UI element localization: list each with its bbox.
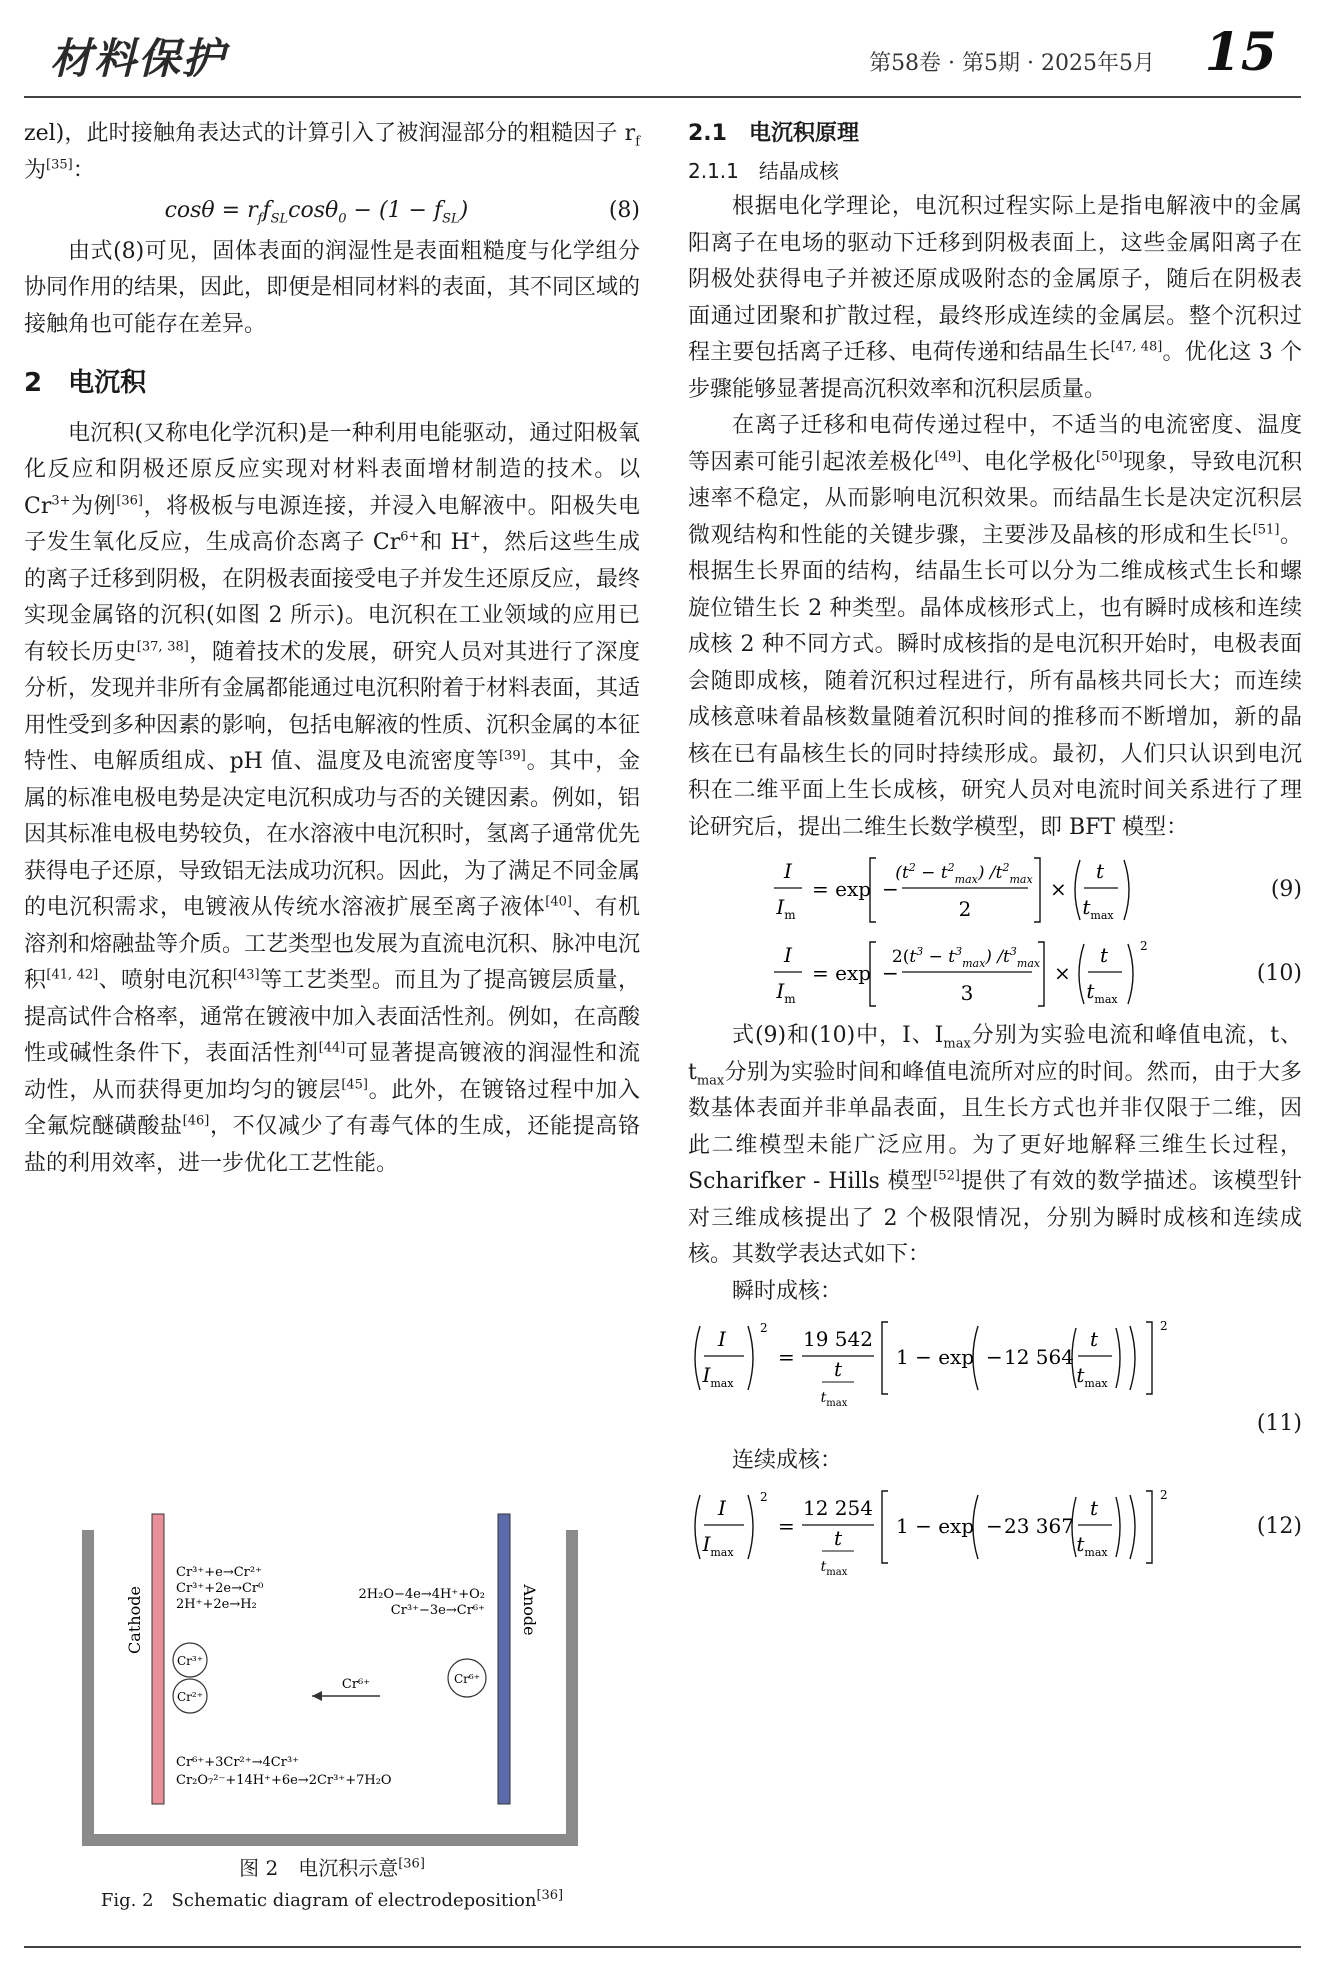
svg-text:×: × — [1054, 961, 1071, 985]
equation-11-tag-row — [688, 1406, 1302, 1443]
anode-reaction-1: 2H₂O−4e→4H⁺+O₂ — [358, 1587, 485, 1602]
svg-text:I: I — [718, 1327, 726, 1351]
equation-11 — [688, 1310, 1302, 1406]
svg-text:1 − exp: 1 − exp — [896, 1345, 975, 1369]
equation-10 — [688, 934, 1302, 1014]
arrow-head — [312, 1691, 322, 1701]
svg-text:I: I — [784, 943, 792, 967]
paragraph-electrodeposition: 电沉积(又称电化学沉积)是一种利用电能驱动，通过阳极氧化反应和阴极还原反应实现对材料表面增材制造的技术。以 $Cr^{3+}$为例[36]，将极板与电源连接，并浸入电解液中。阳极失电子发生氧化反应，生成高价态离子 $Cr^{6+}$和 H+，然后这些生成的离子迁移到阴极，在阴极表面接受电子并发生还原反应，最终实现金属铬的沉积(如图 2 所示)。电沉积在工业领域的应用已有较长历史[37, 38]，随着技术的发展，研究人员对其进行了深度分析，发现并非所有金属都能通过电沉积附着于材料表面，其适用性受到多种因素的影响，包括电解液的性质、沉积金属的本征特性、电解质组成、pH 值、温度及电流密度等[39]。其中，金属的标准电极电势是决定电沉积成功与否的关键因素。例如，铝因其标准电极电势较负，在水溶液中电沉积时，氢离子通常优先获得电子还原，导致铝无法成功沉积。因此，为了满足不同金属的电沉积需求，电镀液从传统水溶液扩展至离子液体[40]、有机溶剂和熔融盐等介质。工艺类型也发展为直流电沉积、脉冲电沉积[41, 42]、喷射电沉积[43]等工艺类型。而且为了提高镀层质量，提高试件合格率，通常在镀液中加入表面活性剂。例如，在高酸性或碱性条件下，表面活性剂[44]可显著提高镀液的润湿性和流动性，从而获得更加均匀的镀层[45]。此外，在镀铬过程中加入全氟烷醚磺酸盐[46]，不仅减少了有毒气体的生成，还能提高铬盐的利用效率，进一步优化工艺性能。 — [24, 420, 641, 1176]
section-heading: 2 电沉积 — [24, 368, 147, 398]
ion-cr2: Cr²⁺ — [176, 1690, 204, 1704]
issue-info: 第58卷 · 第5期 · 2025年5月 — [869, 51, 1155, 76]
svg-text:−: − — [882, 961, 899, 985]
svg-text:−: − — [986, 1514, 1003, 1538]
figure-caption-en: Fig. 2 Schematic diagram of electrodeposition[36] — [100, 1888, 564, 1911]
equation-12-graphic — [688, 1479, 1228, 1575]
svg-text:= exp: = exp — [812, 877, 872, 901]
svg-text:2: 2 — [958, 897, 972, 921]
cathode-electrode — [152, 1514, 164, 1804]
svg-text:tmax: $t_{max}$ — [1086, 979, 1118, 1006]
svg-text:2: 2 — [760, 1490, 768, 1504]
header-rule — [24, 96, 1301, 98]
anode-label: Anode — [520, 1584, 539, 1636]
equation-10-graphic — [688, 934, 1208, 1014]
paragraph-models: 式(9)和(10)中，I、$I_{max}$分别为实验电流和峰值电流，t、$t_{max}$分别为实验时间和峰值电流所对应的时间。然而，由于大多数基体表面并非单晶表面，且生长方式也并非仅限于二维，因此二维模型未能广泛应用。为了更好地解释三维生长过程，Scharifker - Hills 模型[52]提供了有效的数学描述。该模型针对三维成核提出了 2 个极限情况，分别为瞬时成核和连续成核。其数学表达式如下： — [688, 1023, 1302, 1267]
svg-text:Imax: $I_{max}$ — [702, 1532, 734, 1559]
svg-text:tmax: $t_{max}$ — [1076, 1363, 1108, 1390]
journal-logo: 材料保护 — [50, 34, 227, 83]
eq12-exponent: 23 367 — [1004, 1514, 1074, 1538]
subsection-heading: 2.1 电沉积原理 — [688, 121, 859, 146]
svg-text:tmax: $t_{max}$ — [820, 1559, 848, 1575]
right-column — [688, 116, 1302, 1575]
left-column — [24, 116, 640, 1182]
svg-text:t: t — [1089, 1496, 1099, 1520]
svg-text:Im: $I_m$ — [776, 895, 796, 922]
equation-12-tag: (12) — [1256, 1513, 1302, 1539]
equation-8: $\cos\theta = r_ff_{SL}\cos\theta_0 - (1 - f_{SL})$ (8) — [24, 193, 640, 230]
arrow-label: Cr⁶⁺ — [341, 1677, 371, 1692]
svg-text:t: t — [1095, 859, 1105, 883]
svg-text:−: − — [986, 1345, 1003, 1369]
svg-text:t: t — [833, 1526, 843, 1550]
svg-text:I: I — [784, 859, 792, 883]
svg-text:=: = — [778, 1345, 795, 1369]
footer-rule — [24, 1946, 1301, 1948]
cathode-reaction-2: Cr³⁺+2e→Cr⁰ — [176, 1581, 264, 1596]
anode-reaction-2: Cr³⁺−3e→Cr⁶⁺ — [390, 1603, 485, 1618]
svg-text:−: − — [882, 877, 899, 901]
subsubsection-heading: 2.1.1 结晶成核 — [688, 158, 839, 183]
eq11-coefficient: 19 542 — [803, 1327, 873, 1351]
equation-11-tag: (11) — [1256, 1411, 1302, 1436]
svg-text:t: t — [1089, 1327, 1099, 1351]
svg-text:3: 3 — [960, 981, 974, 1005]
eq12-coefficient: 12 254 — [803, 1496, 873, 1520]
equation-8-tag: (8) — [608, 198, 640, 223]
bottom-reaction-1: Cr⁶⁺+3Cr²⁺→4Cr³⁺ — [176, 1755, 300, 1770]
ion-cr3: Cr³⁺ — [176, 1654, 204, 1668]
equation-12 — [688, 1479, 1302, 1575]
equation-10-tag: (10) — [1256, 960, 1302, 986]
svg-text:= exp: = exp — [812, 961, 872, 985]
svg-text:t: t — [1099, 943, 1109, 967]
svg-text:=: = — [778, 1514, 795, 1538]
svg-text:t: t — [833, 1357, 843, 1381]
svg-text:×: × — [1050, 877, 1067, 901]
paragraph: 由式(8)可见，固体表面的润湿性是表面粗糙度与化学组分协同作用的结果，因此，即便是相同材料的表面，其不同区域的接触角也可能存在差异。 — [24, 238, 641, 337]
paragraph-nucleation: 在离子迁移和电荷传递过程中，不适当的电流密度、温度等因素可能引起浓差极化[49]、电化学极化[50]现象，导致电沉积速率不稳定，从而影响电沉积效果。而结晶生长是决定沉积层微观结构和性能的关键步骤，主要涉及晶核的形成和生长[51]。根据生长界面的结构，结晶生长可以分为二维成核式生长和螺旋位错生长 2 种类型。晶体成核形式上，也有瞬时成核和连续成核 2 种不同方式。瞬时成核指的是电沉积开始时，电极表面会随即成核，随着沉积过程进行，所有晶核共同长大；而连续成核意味着晶核数量随着沉积时间的推移而不断增加，新的晶核在已有晶核生长的同时持续形成。最初，人们只认识到电沉积在二维平面上生长成核，研究人员对电流时间关系进行了理论研究后，提出二维生长数学模型，即 BFT 模型： — [688, 413, 1302, 840]
eq11-exponent: 12 564 — [1004, 1345, 1074, 1369]
svg-text:Im: $I_m$ — [776, 979, 796, 1006]
equation-11-graphic — [688, 1310, 1248, 1406]
svg-text:2(t3 − t3max) /t3max: $2(t^3 - t^3_{max})$ $/t^3_{max}$ — [891, 945, 1041, 970]
bottom-reaction-2: Cr₂O₇²⁻+14H⁺+6e→2Cr³⁺+7H₂O — [176, 1773, 392, 1788]
anode-electrode — [498, 1514, 510, 1804]
svg-text:2: 2 — [760, 1321, 768, 1335]
paragraph-continued: zel)，此时接触角表达式的计算引入了被润湿部分的粗糙因子 $r_f$ 为[35]： — [24, 121, 640, 183]
svg-text:tmax: $t_{max}$ — [1082, 895, 1114, 922]
svg-text:2: 2 — [1160, 1488, 1168, 1502]
equation-9 — [688, 850, 1302, 930]
svg-text:2: 2 — [1140, 939, 1148, 953]
cathode-reaction-3: 2H⁺+2e→H₂ — [176, 1597, 257, 1612]
figure-electrodeposition — [80, 1510, 580, 1860]
page-number: 15 — [1204, 22, 1277, 83]
svg-text:1 − exp: 1 − exp — [896, 1514, 975, 1538]
svg-text:tmax: $t_{max}$ — [820, 1390, 848, 1406]
svg-text:I: I — [718, 1496, 726, 1520]
ion-cr6: Cr⁶⁺ — [453, 1672, 481, 1686]
cathode-label: Cathode — [125, 1586, 144, 1654]
figure-caption-cn: 图 2 电沉积示意[36] — [239, 1856, 425, 1880]
svg-text:(t2 − t2max) /t2max: $(t^2 - t^2_{max})$ $/t^2_{max}$ — [895, 861, 1033, 886]
paragraph-principle: 根据电化学理论，电沉积过程实际上是指电解液中的金属阳离子在电场的驱动下迁移到阴极表面上，这些金属阳离子在阴极处获得电子并被还原成吸附态的金属原子，随后在阴极表面通过团聚和扩散过程，最终形成连续的金属层。整个沉积过程主要包括离子迁移、电荷传递和结晶生长[47, 48]。优化这 3 个步骤能够显著提高沉积效率和沉积层质量。 — [688, 194, 1302, 402]
equation-9-graphic — [688, 850, 1208, 930]
svg-text:2: 2 — [1160, 1319, 1168, 1333]
cathode-reaction-1: Cr³⁺+e→Cr²⁺ — [176, 1565, 262, 1580]
svg-text:tmax: $t_{max}$ — [1076, 1532, 1108, 1559]
label-continuous: 连续成核： — [732, 1447, 843, 1473]
equation-9-tag: (9) — [1270, 876, 1302, 902]
label-instantaneous: 瞬时成核： — [732, 1278, 843, 1304]
svg-text:Imax: $I_{max}$ — [702, 1363, 734, 1390]
